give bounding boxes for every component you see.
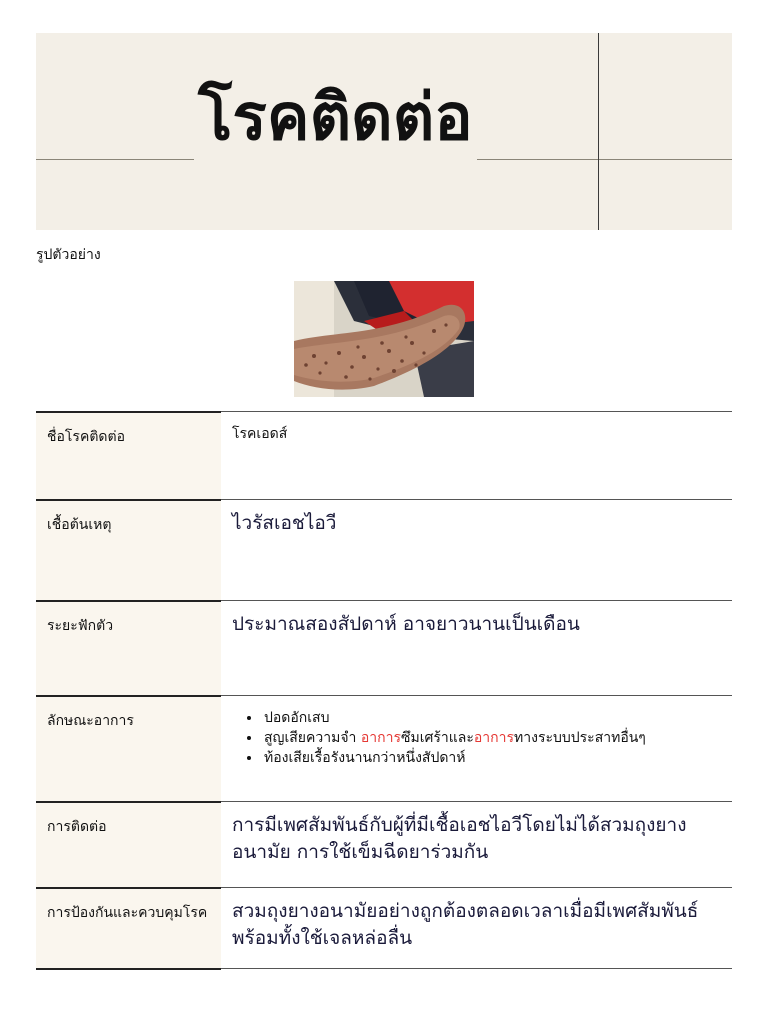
list-item: • ปอดอักเสบ: [262, 708, 646, 728]
row-label: ลักษณะอาการ: [36, 695, 221, 801]
row-value: ประมาณสองสัปดาห์ อาจยาวนานเป็นเดือน: [221, 600, 732, 695]
table-bottom-border-value: [221, 968, 732, 969]
row-incubation: [36, 600, 732, 695]
row-label: ระยะฟักตัว: [36, 600, 221, 695]
symptom-list: [232, 708, 646, 768]
list-item: • สูญเสียความจำ อาการซึมเศร้าและอาการทางระบบประสาทอื่นๆ: [262, 728, 646, 748]
title-banner: [36, 33, 732, 230]
row-symptoms: [36, 695, 732, 801]
banner-vertical-line: [598, 33, 599, 230]
row-cause: [36, 499, 732, 600]
row-value: ไวรัสเอชไอวี: [221, 499, 732, 600]
row-label: การป้องกันและควบคุมโรค: [36, 887, 221, 968]
row-transmission: [36, 801, 732, 887]
row-label: ชื่อโรคติดต่อ: [36, 411, 221, 499]
row-value: โรคเอดส์: [221, 411, 732, 499]
table-bottom-border: [36, 968, 221, 970]
list-item: • ท้องเสียเรื้อรังนานกว่าหนึ่งสัปดาห์: [262, 748, 646, 768]
row-prevention: [36, 887, 732, 968]
row-disease-name: [36, 411, 732, 499]
example-photo: [294, 281, 474, 397]
row-value: การมีเพศสัมพันธ์กับผู้ที่มีเชื้อเอชไอวีโดยไม่ได้สวมถุงยางอนามัย การใช้เข็มฉีดยาร่วมกัน: [221, 801, 732, 887]
image-caption: รูปตัวอย่าง: [36, 247, 101, 263]
arm-rash-image: [294, 281, 474, 397]
row-label: เชื้อต้นเหตุ: [36, 499, 221, 600]
page-title: โรคติดต่อ: [194, 73, 477, 163]
row-label: การติดต่อ: [36, 801, 221, 887]
row-value: [221, 695, 732, 801]
row-value: สวมถุงยางอนามัยอย่างถูกต้องตลอดเวลาเมื่อมีเพศสัมพันธ์พร้อมทั้งใช้เจลหล่อลื่น: [221, 887, 732, 968]
